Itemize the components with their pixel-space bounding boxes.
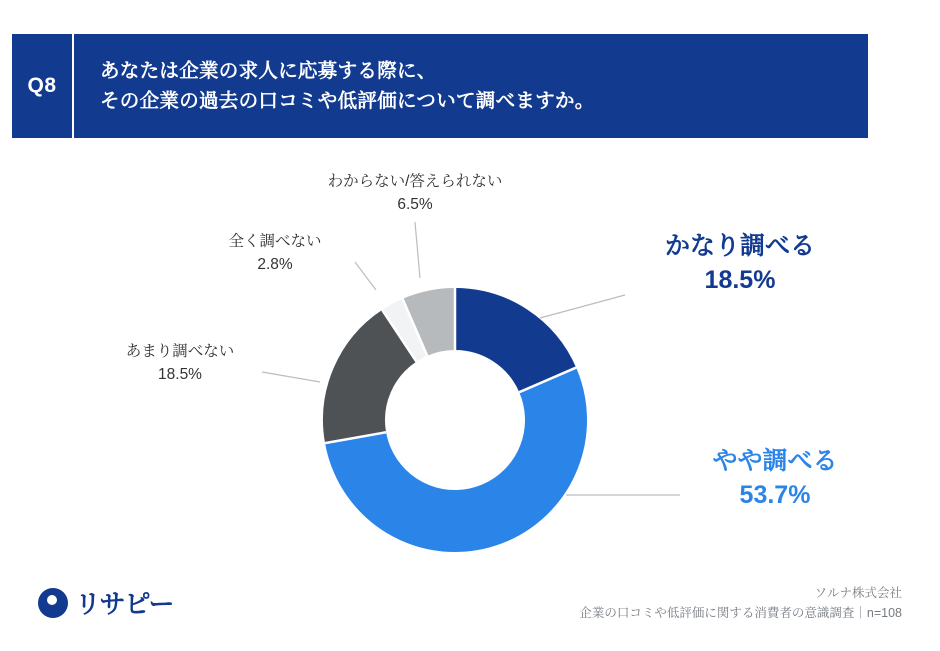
question-title-line-2: その企業の過去の口コミや低評価について調べますか。	[100, 90, 595, 112]
label-wakaranai-pct: 6.5%	[397, 196, 433, 214]
question-number-badge: Q8	[12, 34, 72, 138]
credit-survey: 企業の口コミや低評価に関する消費者の意識調査｜n=108	[579, 606, 902, 620]
survey-credit	[579, 583, 902, 623]
logo-mark-icon	[38, 588, 68, 618]
question-title-line-1: あなたは企業の求人に応募する際に、	[100, 59, 437, 82]
label-amari	[95, 340, 265, 387]
question-title	[72, 34, 868, 138]
label-yaya	[660, 445, 890, 513]
label-kanari	[620, 230, 860, 298]
label-kanari-pct: 18.5%	[704, 265, 776, 294]
label-amari-name: あまり調べない	[125, 343, 235, 360]
label-mattaku-name: 全く調べない	[228, 233, 322, 250]
label-kanari-name: かなり調べる	[664, 232, 815, 260]
brand-logo	[38, 584, 173, 621]
label-amari-pct: 18.5%	[158, 366, 202, 384]
label-mattaku	[190, 230, 360, 277]
label-mattaku-pct: 2.8%	[257, 256, 293, 274]
donut-chart	[290, 255, 620, 585]
slide-footer	[0, 573, 940, 651]
label-wakaranai-name: わからない/答えられない	[327, 173, 503, 190]
chart-area	[0, 150, 940, 570]
label-wakaranai	[300, 170, 530, 217]
logo-text: リサピー	[75, 589, 174, 619]
label-yaya-name: やや調べる	[712, 447, 838, 475]
credit-company: ソルナ株式会社	[814, 586, 902, 600]
label-yaya-pct: 53.7%	[739, 480, 811, 509]
question-header	[12, 34, 868, 138]
